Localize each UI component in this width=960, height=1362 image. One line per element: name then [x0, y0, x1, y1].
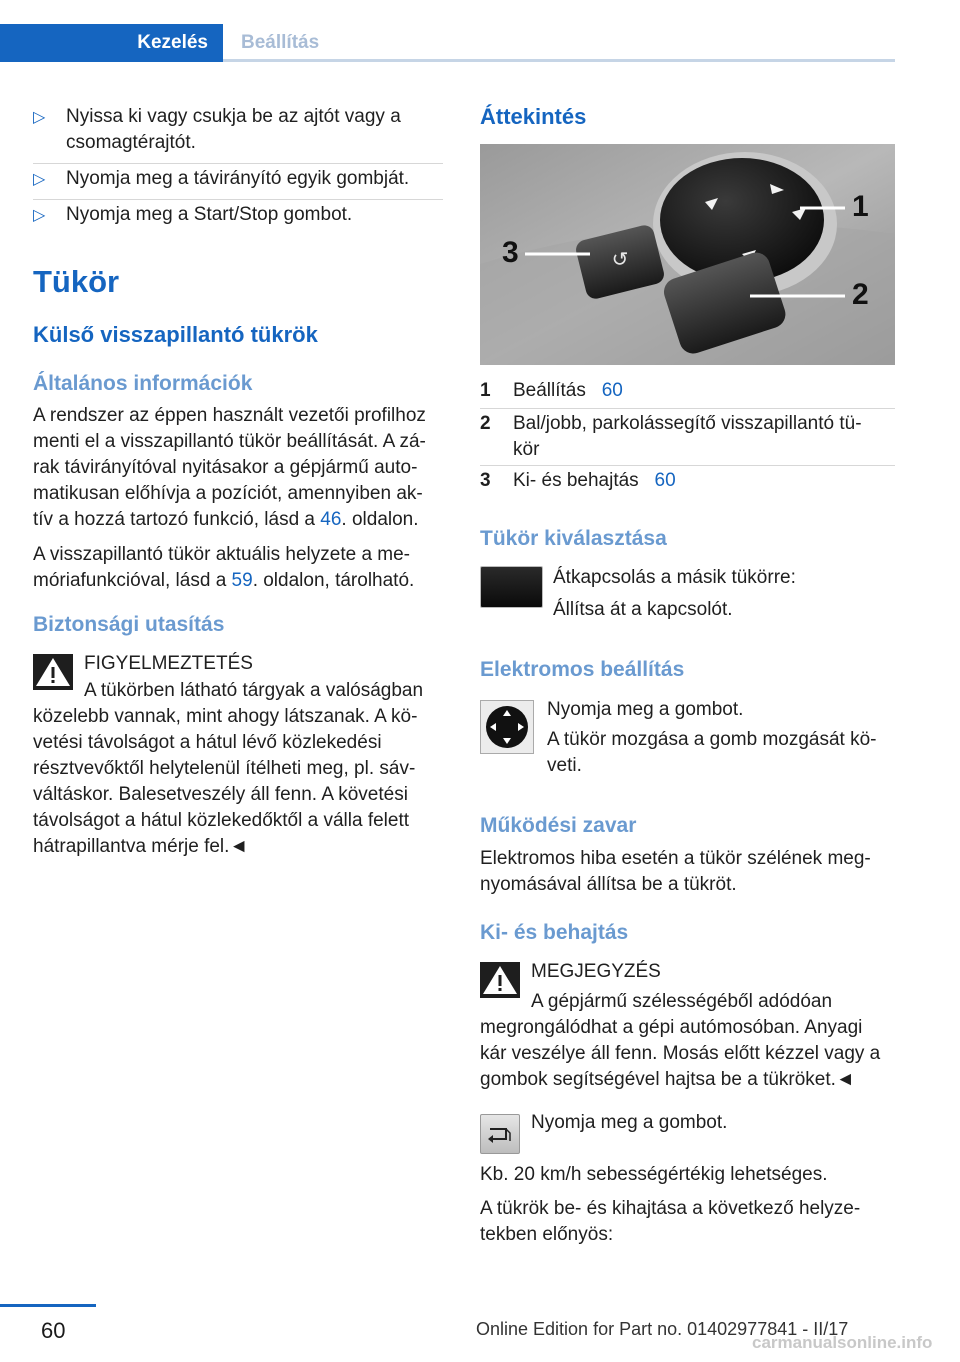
bullet-marker-icon: ▷ — [33, 171, 46, 188]
electric-heading: Elektromos beállítás — [480, 658, 685, 681]
fault-heading: Működési zavar — [480, 814, 637, 837]
mirror-fold-button-icon — [480, 1114, 520, 1154]
edition-text: Online Edition for Part no. 01402977841 - II/17 — [476, 1319, 849, 1339]
svg-text:↺: ↺ — [611, 247, 629, 271]
header-divider — [223, 59, 895, 62]
overview-heading: Áttekintés — [480, 104, 587, 129]
note-paragraph: A gépjármű szélességéből adódóan megrongálódhat a gépi autómosóban. Anyagi kár veszélye áll fenn. Mosás előtt kézzel vagy a gombok segítségével hajtsa be a tükröket.◄ — [480, 991, 881, 1090]
fold-button-text: Nyomja meg a gombot. — [531, 1112, 728, 1133]
memory-paragraph: A visszapillantó tükör aktuális helyzete a me- móriafunkcióval, lásd a 59. oldalon, tárolható. — [33, 544, 415, 591]
page-number: 60 — [41, 1318, 66, 1343]
page-link-46[interactable]: 46 — [320, 509, 342, 530]
electric-text: Nyomja meg a gombot. A tükör mozgása a gomb mozgását kö- veti. — [547, 699, 877, 776]
mirror-controls-figure — [480, 144, 895, 365]
warning-paragraph: A tükörben látható tárgyak a valóságban közelebb vannak, mint ahogy látszanak. A kö- vetési távolságot a hátul lévő közlekedési résztvevőktől helytelenül ítélheti meg, pl. sáv- váltáskor. Balesetveszély áll fenn. A követési távolságot a hátul közlekedőktől a válla felett hátrapillantva mérje fel.◄ — [33, 680, 424, 857]
fault-text: Elektromos hiba esetén a tükör szélének meg- nyomásával állítsa be a tükröt. — [480, 848, 871, 895]
bullet-item-3: Nyomja meg a Start/Stop gombot. — [66, 204, 353, 225]
bullet-marker-icon: ▷ — [33, 109, 46, 126]
mirror-select-button-icon — [480, 566, 543, 608]
figure-label-2: 2 — [852, 278, 869, 311]
tab-kezeles[interactable]: Kezelés — [0, 24, 223, 62]
mirror-dpad-icon — [480, 700, 534, 754]
bullet-item-1: Nyissa ki vagy csukja be az ajtót vagy a csomagtérajtót. — [66, 106, 401, 153]
legend-ref-60[interactable]: 60 — [601, 380, 623, 401]
advantage-text: A tükrök be- és kihajtása a következő helyze- tekben előnyös: — [480, 1198, 861, 1245]
fold-heading: Ki- és behajtás — [480, 921, 629, 944]
speed-text: Kb. 20 km/h sebességértékig lehetséges. — [480, 1164, 828, 1185]
figure-label-3: 3 — [502, 236, 519, 269]
page-title: Tükör — [33, 264, 120, 299]
footer-divider — [0, 1304, 96, 1307]
warning-label: FIGYELMEZTETÉS — [84, 653, 253, 674]
bullet-marker-icon: ▷ — [33, 207, 46, 224]
safety-heading: Biztonsági utasítás — [33, 613, 225, 636]
select-text: Átkapcsolás a másik tükörre: Állítsa át a kapcsolót. — [553, 567, 796, 620]
note-label: MEGJEGYZÉS — [531, 961, 661, 982]
bullet-divider — [33, 199, 443, 200]
figure-label-1: 1 — [852, 190, 869, 223]
select-heading: Tükör kiválasztása — [480, 527, 667, 550]
watermark: carmanualsonline.info — [752, 1333, 933, 1352]
legend-ref-60[interactable]: 60 — [654, 470, 676, 491]
bullet-item-2: Nyomja meg a távirányító egyik gombját. — [66, 168, 410, 189]
general-paragraph: A rendszer az éppen használt vezetői profilhoz menti el a visszapillantó tükör beállítását. A zá- rak távirányítóval nyitásakor a gépjármű auto- matikusan előhívja a pozíciót, amennyiben ak- tív a hozzá tartozó funkció, lásd a 46. oldalon. — [33, 405, 426, 530]
bullet-divider — [33, 163, 443, 164]
general-heading: Általános információk — [33, 372, 253, 395]
page-link-59[interactable]: 59 — [231, 570, 253, 591]
section-title: Külső visszapillantó tükrök — [33, 322, 318, 347]
tab-beallitas[interactable]: Beállítás — [241, 32, 320, 53]
